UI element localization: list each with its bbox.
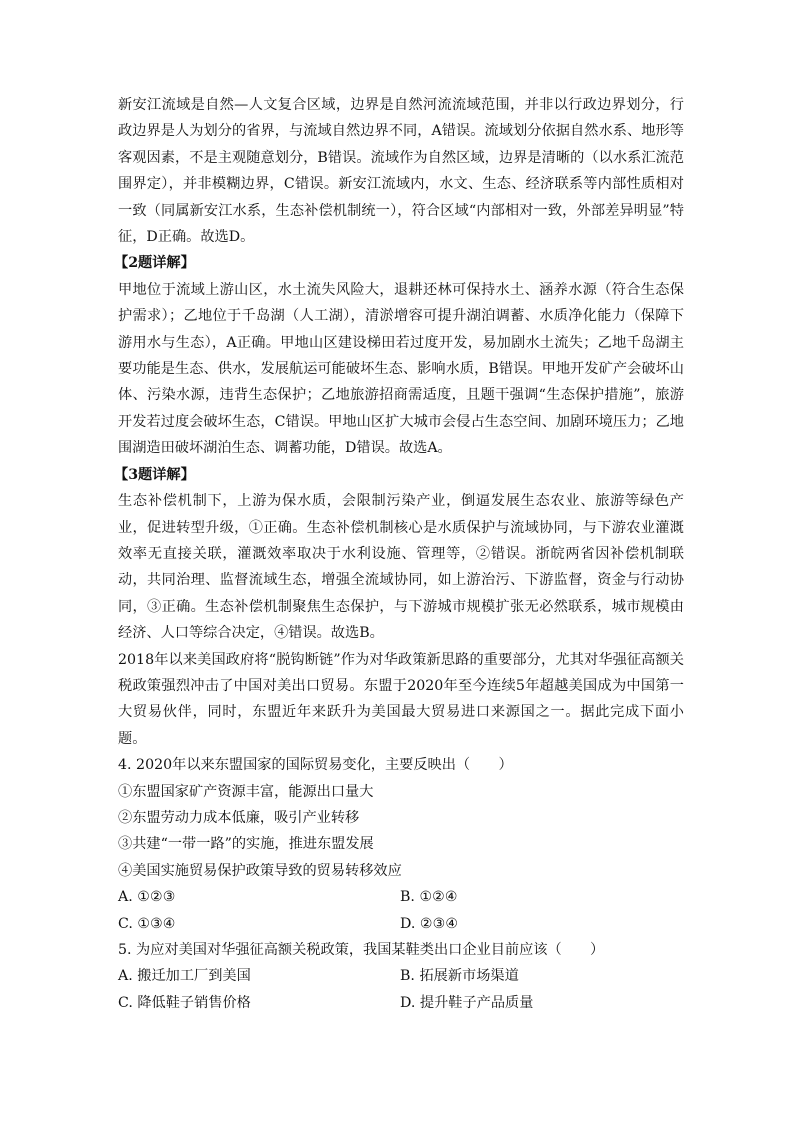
statement-3: ③共建“一带一路”的实施，推进东盟发展	[118, 836, 374, 853]
q4-choice-a[interactable]: A. ①②③	[118, 889, 176, 906]
question-4-choices	[118, 884, 684, 937]
section-heading-q2: 【2题详解】	[114, 255, 195, 272]
q5-choice-b[interactable]: B. 拓展新市场渠道	[400, 968, 519, 985]
question-5-choices	[118, 963, 684, 1016]
q4-choice-d[interactable]: D. ②③④	[400, 915, 459, 932]
explanation-q2: 甲地位于流域上游山区，水土流失风险大，退耕还林可保持水土、涵养水源（符合生态保护需求）；乙地位于千岛湖（人工湖），清淤增容可提升湖泊调蓄、水质净化能力（保障下游用水与生态），A正确。甲地山区建设梯田若过度开发，易加剧水土流失；乙地千岛湖主要功能是生态、供水，发展航运可能破坏生态、影响水质，B错误。甲地开发矿产会破坏山体、污染水源，违背生态保护；乙地旅游招商需适度，且题干强调“生态保护措施”，旅游开发若过度会破坏生态，C错误。甲地山区扩大城市会侵占生态空间、加剧环境压力；乙地围湖造田破坏湖泊生态、调蓄功能，D错误。故选A。	[118, 281, 684, 457]
question-4-stem: 4. 2020年以来东盟国家的国际贸易变化，主要反映出（ ）	[118, 757, 513, 774]
q5-choice-d[interactable]: D. 提升鞋子产品质量	[400, 994, 534, 1011]
explanation-q1: 新安江流域是自然—人文复合区域，边界是自然河流流域范围，并非以行政边界划分，行政边界是人为划分的省界，与流域自然边界不同，A错误。流域划分依据自然水系、地形等客观因素，不是主观随意划分，B错误。流域作为自然区域，边界是清晰的（以水系汇流范围界定），并非模糊边界，C错误。新安江流域内，水文、生态、经济联系等内部性质相对一致（同属新安江水系，生态补偿机制统一），符合区域“内部相对一致，外部差异明显”特征，D正确。故选D。	[118, 97, 684, 246]
q4-choice-b[interactable]: B. ①②④	[400, 889, 458, 906]
section-heading-q3: 【3题详解】	[114, 466, 195, 483]
q5-choice-a[interactable]: A. 搬迁加工厂到美国	[118, 968, 251, 985]
statement-1: ①东盟国家矿产资源丰富，能源出口量大	[118, 783, 374, 800]
material-paragraph: 2018年以来美国政府将“脱钩断链”作为对华政策新思路的重要部分，尤其对华强征高额关税政策强烈冲击了中国对美出口贸易。东盟于2020年至今连续5年超越美国成为中国第一大贸易伙伴，同时，东盟近年来跃升为美国最大贸易进口来源国之一。据此完成下面小题。	[118, 651, 684, 747]
q5-choice-c[interactable]: C. 降低鞋子销售价格	[118, 994, 251, 1011]
q4-choice-c[interactable]: C. ①③④	[118, 915, 176, 932]
document-page	[114, 92, 684, 1016]
question-5-stem: 5. 为应对美国对华强征高额关税政策，我国某鞋类出口企业目前应该（ ）	[118, 942, 605, 958]
statement-4: ④美国实施贸易保护政策导致的贸易转移效应	[118, 862, 402, 879]
explanation-q3: 生态补偿机制下，上游为保水质，会限制污染产业，倒逼发展生态农业、旅游等绿色产业，促进转型升级，①正确。生态补偿机制核心是水质保护与流域协同，与下游农业灌溉效率无直接关联，灌溉效率取决于水利设施、管理等，②错误。浙皖两省因补偿机制联动，共同治理、监督流域生态，增强全流域协同，如上游治污、下游监督，资金与行动协同，③正确。生态补偿机制聚焦生态保护，与下游城市规模扩张无必然联系，城市规模由经济、人口等综合决定，④错误。故选B。	[118, 493, 684, 642]
statement-2: ②东盟劳动力成本低廉，吸引产业转移	[118, 809, 360, 826]
